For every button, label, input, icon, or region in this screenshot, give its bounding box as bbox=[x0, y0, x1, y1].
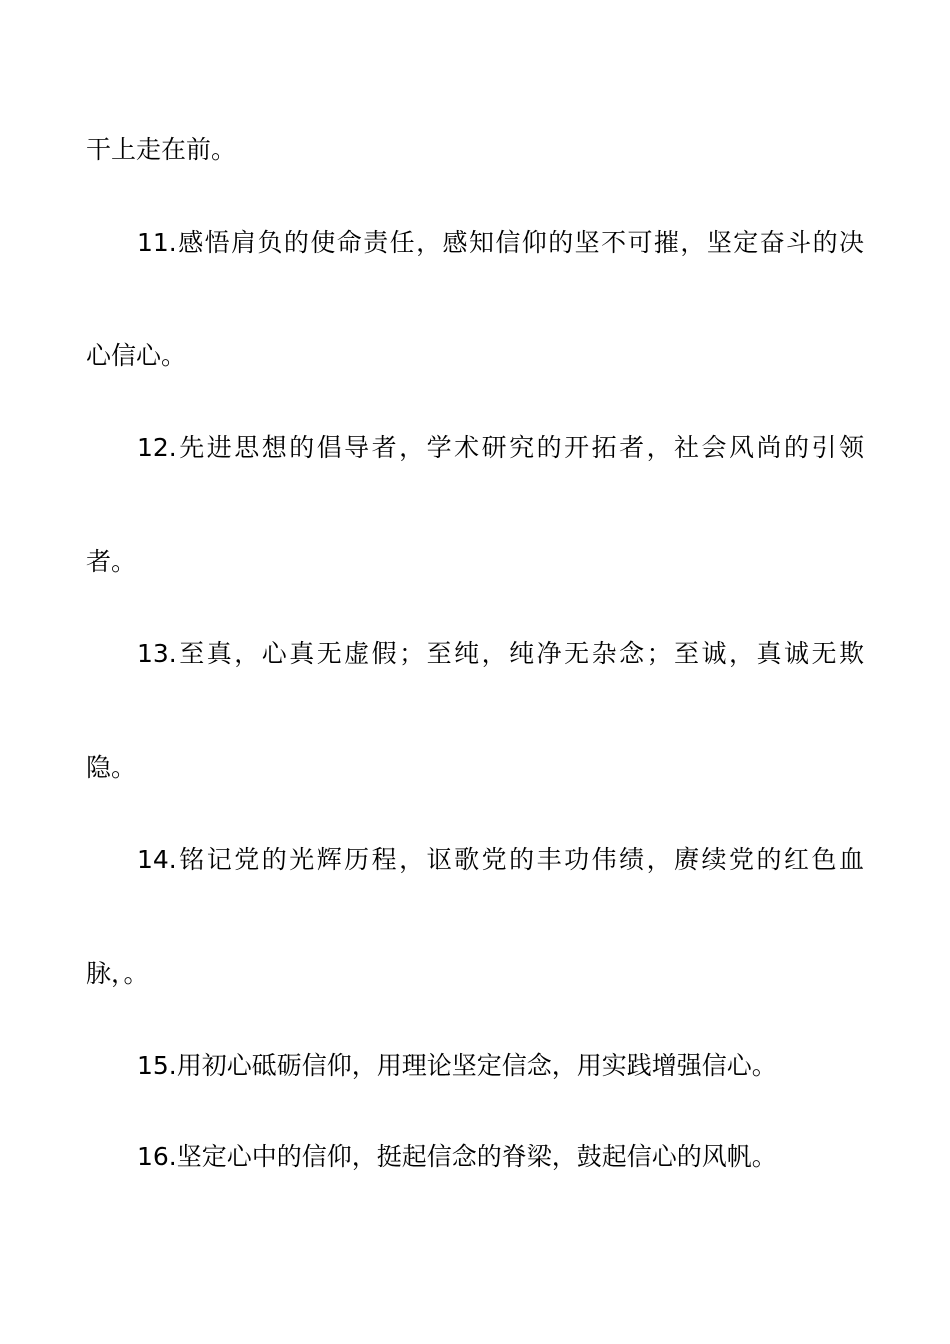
paragraph-16: 16.坚定心中的信仰，挺起信念的脊梁，鼓起信心的风帆。 bbox=[137, 1142, 777, 1171]
paragraph-11-line-1: 11.感悟肩负的使命责任，感知信仰的坚不可摧，坚定奋斗的决 bbox=[137, 228, 864, 257]
paragraph-15: 15.用初心砥砺信仰，用理论坚定信念，用实践增强信心。 bbox=[137, 1051, 777, 1080]
paragraph-12-line-1: 12.先进思想的倡导者，学术研究的开拓者，社会风尚的引领 bbox=[137, 433, 864, 462]
paragraph-11-line-2: 心信心。 bbox=[86, 341, 187, 370]
paragraph-14-line-1: 14.铭记党的光辉历程，讴歌党的丰功伟绩，赓续党的红色血 bbox=[137, 845, 864, 874]
paragraph-13-line-2: 隐。 bbox=[86, 753, 137, 782]
paragraph-13-line-1: 13.至真，心真无虚假；至纯，纯净无杂念；至诚，真诚无欺 bbox=[137, 639, 864, 668]
paragraph-12-line-2: 者。 bbox=[86, 547, 137, 576]
paragraph-10-continuation: 干上走在前。 bbox=[86, 135, 237, 164]
paragraph-14-line-2: 脉，。 bbox=[86, 959, 149, 988]
